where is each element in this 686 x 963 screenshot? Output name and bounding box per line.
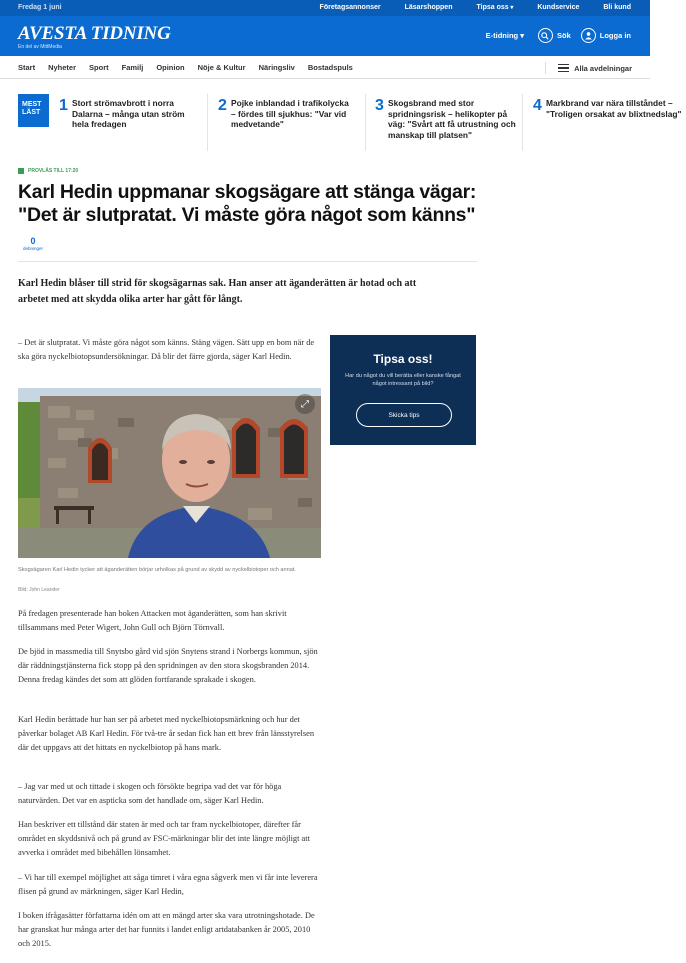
login-button[interactable] — [581, 28, 631, 43]
nav-item-sport[interactable]: Sport — [89, 63, 109, 72]
comments-count: 0 — [30, 236, 36, 246]
link-kundservice[interactable]: Kundservice — [537, 4, 580, 11]
photo-caption: Skogsägaren Karl Hedin tycker att äganderätten börjar urholkas på grund av skydd av nyckelbiotoper och annat. — [18, 567, 296, 573]
site-logo[interactable]: AVESTA TIDNING — [18, 23, 171, 44]
nav-item-opinion[interactable]: Opinion — [156, 63, 185, 72]
etidning-button[interactable]: E-tidning ▾ — [485, 31, 524, 40]
search-label: Sök — [556, 31, 571, 40]
all-sections-label: Alla avdelningar — [574, 63, 632, 73]
link-tipsa-oss[interactable]: Tipsa oss ▾ — [476, 4, 513, 11]
search-button[interactable] — [538, 28, 571, 43]
main-navigation — [0, 56, 650, 79]
article-paragraph: De bjöd in massmedia till Snytsbo gård vid sjön Snytens strand i Norbergs kommun, sjön där räddningstjänsterna fick stopp på den spridningen av den stora skogsbranden 2014. Denna fredag kändes det som att glöden fortfarande sprakade i skogen. — [18, 647, 318, 684]
nav-item-bostadspuls[interactable]: Bostadspuls — [307, 63, 353, 72]
logo-subtitle: En del av MittMedia — [18, 44, 62, 50]
promo-icon — [18, 168, 24, 174]
search-icon — [538, 28, 553, 43]
badge-line-1: MEST — [22, 101, 42, 108]
most-read-number: 4 — [533, 97, 542, 114]
nav-item-familj[interactable]: Familj — [121, 63, 144, 72]
masthead-actions — [486, 28, 631, 43]
tip-us-box — [330, 335, 476, 445]
link-foretagsannonser[interactable]: Företagsannonser — [319, 4, 381, 11]
article-photo[interactable] — [18, 388, 321, 558]
all-sections-button[interactable] — [545, 62, 632, 74]
comments-counter[interactable] — [18, 236, 48, 251]
divider — [365, 94, 366, 151]
link-bli-kund[interactable]: Bli kund — [603, 4, 631, 11]
most-read-item-3[interactable] — [375, 97, 515, 151]
badge-line-2: LÄST — [22, 109, 41, 116]
send-tip-button[interactable]: Skicka tips — [356, 403, 452, 427]
login-label: Logga in — [599, 31, 631, 40]
photo-credit: Bild: John Leander — [18, 587, 60, 593]
article-headline: Karl Hedin uppmanar skogsägare att stänga vägar: "Det är slutpratat. Vi måste göra något som känns" — [18, 181, 477, 226]
photo-illustration — [18, 388, 321, 558]
most-read-number: 3 — [375, 97, 384, 114]
expand-icon[interactable]: ⤢ — [295, 394, 315, 414]
article-paragraph: På fredagen presenterade han boken Attacken mot äganderätten, som han skrivit tillsammans med Peter Wigert, John Gull och Björn Törnvall. — [18, 609, 287, 632]
menu-icon — [558, 64, 569, 72]
most-read-number: 2 — [218, 97, 227, 114]
nav-item-naringsliv[interactable]: Näringsliv — [258, 63, 295, 72]
most-read-title: Markbrand var nära tillståndet – "Troligen orsakat av blixtnedslag" — [546, 98, 682, 119]
article-paragraph: Karl Hedin berättade hur han ser på arbetet med nyckelbiotopsmärkning och hur det påverkar bolaget AB Karl Hedin. För två-tre år sedan fick han ett brev från länsstyrelsen där det uppgavs att det hittats en nyckelbiotop på hans mark. — [18, 715, 315, 752]
user-icon — [581, 28, 596, 43]
most-read-title: Pojke inblandad i trafikolycka – fördes till sjukhus: "Var vid medvetande" — [231, 98, 349, 129]
article-paragraph: – Det är slutpratat. Vi måste göra något som känns. Stäng vägen. Sätt upp en bom när de ska göra nyckelbiotopsundersökningar. Då blir det färre gjorda, säger Karl Hedin. — [18, 338, 315, 361]
nav-item-start[interactable]: Start — [18, 63, 36, 72]
most-read-item-2[interactable] — [218, 97, 358, 151]
comments-label: debninger — [22, 246, 44, 251]
most-read-title: Stort strömavbrott i norra Dalarna – många utan ström hela fredagen — [72, 98, 185, 129]
most-read-badge — [18, 94, 49, 127]
article-paragraph: I boken ifrågasätter författarna idén om att en mängd arter ska vara utrotningshotade. De har granskat hur många arter det har funnits i landet enligt artdatabanken år 2005, 2010 och 2015. — [18, 911, 315, 948]
article-lead: Karl Hedin blåser till strid för skogsägarnas sak. Han anser att äganderätten är hotad och att arbetet med att skydda olika arter har gått för långt. — [18, 278, 417, 305]
utility-links — [296, 4, 631, 11]
divider — [18, 261, 477, 262]
nav-item-nyheter[interactable]: Nyheter — [48, 63, 77, 72]
tip-us-text: Har du något du vill berätta eller kanske fångat något intressant på bild? — [345, 373, 461, 387]
most-read-title: Skogsbrand med stor spridningsrisk – helikopter på väg: "Svårt att få utrustning och manskap till platsen" — [388, 98, 516, 140]
top-utility-bar — [0, 0, 650, 16]
most-read-number: 1 — [59, 97, 68, 114]
divider — [522, 94, 523, 151]
most-read-item-4[interactable] — [533, 97, 682, 151]
masthead — [0, 16, 650, 56]
tip-us-title: Tipsa oss! — [373, 352, 433, 366]
article-paragraph: – Jag var med ut och tittade i skogen och försökte begripa vad det var för höga naturvärden. Det var en aspticka som det handlade om, säger Karl Hedin. — [18, 782, 282, 805]
divider — [207, 94, 208, 151]
promo-text: PROVLÄS TILL 17:20 — [28, 168, 79, 174]
promo-label — [18, 168, 78, 174]
article-paragraph: Han beskriver ett tillstånd där staten är med och tar fram nyckelbiotoper, därefter får området en skyddsnivå och på grund av FSC-märkningar blir det inte längre möjligt att avverka i området med bibehållen lönsamhet. — [18, 820, 310, 857]
current-date: Fredag 1 juni — [18, 4, 62, 11]
nav-item-noje-kultur[interactable]: Nöje & Kultur — [197, 63, 246, 72]
article-paragraph: – Vi har till exempel möjlighet att såga timret i våra egna sågverk men vi får inte leverera flisen på grund av märkningen, säger Karl Hedin, — [18, 873, 318, 896]
most-read-item-1[interactable] — [59, 97, 199, 151]
link-lasarshoppen[interactable]: Läsarshoppen — [404, 4, 453, 11]
